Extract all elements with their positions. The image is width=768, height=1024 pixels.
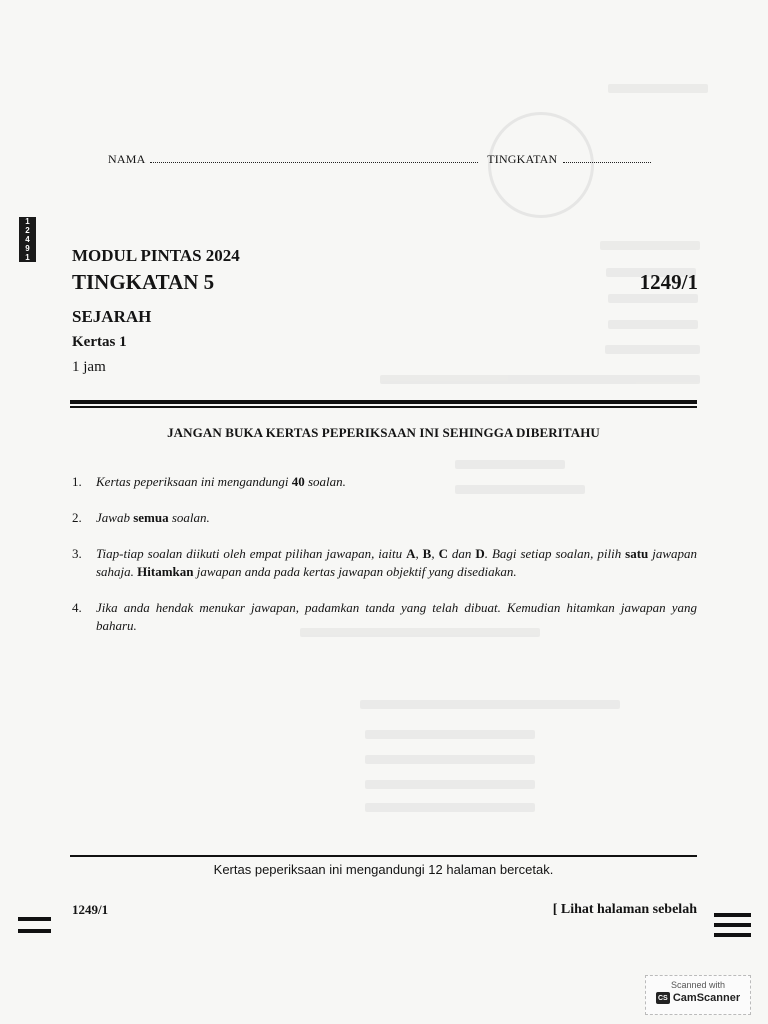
instruction-text: Kertas peperiksaan ini mengandungi 40 soalan. bbox=[96, 474, 346, 489]
instruction-item bbox=[72, 509, 697, 527]
registration-mark-right bbox=[714, 913, 751, 917]
nama-label: NAMA bbox=[108, 152, 145, 166]
nama-blank bbox=[150, 152, 478, 163]
instruction-number: 1. bbox=[72, 474, 82, 489]
camscanner-watermark bbox=[645, 975, 751, 1015]
exam-duration: 1 jam bbox=[72, 359, 106, 375]
paper-number: Kertas 1 bbox=[72, 334, 127, 350]
instruction-text: Jika anda hendak menukar jawapan, padamkan tanda yang telah dibuat. Kemudian hitamkan jawapan yang baharu. bbox=[96, 600, 697, 633]
divider-thin bbox=[70, 406, 697, 408]
side-tab-digit: 2 bbox=[25, 226, 30, 235]
registration-mark-left bbox=[18, 929, 51, 933]
tingkatan-blank bbox=[563, 152, 651, 163]
name-class-row bbox=[108, 152, 651, 167]
instruction-text: Jawab semua soalan. bbox=[96, 510, 210, 525]
side-tab-digit: 9 bbox=[25, 244, 30, 253]
footer-paper-code: 1249/1 bbox=[72, 902, 109, 917]
side-tab-digit: 4 bbox=[25, 235, 30, 244]
side-tab-digit: 1 bbox=[25, 253, 30, 262]
instruction-number: 2. bbox=[72, 510, 82, 525]
instruction-item bbox=[72, 599, 697, 635]
divider-bottom bbox=[70, 855, 697, 857]
paper-code: 1249/1 bbox=[639, 270, 698, 294]
tingkatan-label: TINGKATAN bbox=[487, 152, 558, 166]
instruction-item bbox=[72, 473, 697, 491]
page-count-note: Kertas peperiksaan ini mengandungi 12 halaman bercetak. bbox=[213, 862, 554, 877]
side-code-tab bbox=[19, 217, 36, 262]
module-title: MODUL PINTAS 2024 bbox=[72, 246, 240, 265]
instruction-number: 3. bbox=[72, 546, 82, 561]
watermark-brand: CamScanner bbox=[672, 992, 741, 1004]
watermark-caption: Scanned with bbox=[670, 980, 726, 990]
subject-title: SEJARAH bbox=[72, 307, 152, 326]
instruction-item bbox=[72, 545, 697, 581]
instruction-number: 4. bbox=[72, 600, 82, 615]
instruction-text: Tiap-tiap soalan diikuti oleh empat pilihan jawapan, iaitu A, B, C dan D. Bagi setiap soalan, pilih satu jawapan sahaja. Hitamkan jawapan anda pada kertas jawapan objektif yang disediakan. bbox=[96, 546, 698, 579]
camscanner-logo-icon: CS bbox=[656, 992, 670, 1004]
registration-mark-left bbox=[18, 917, 51, 921]
registration-mark-right bbox=[714, 923, 751, 927]
instructions-list bbox=[72, 473, 697, 653]
divider-thick bbox=[70, 400, 697, 404]
next-page-note: [ Lihat halaman sebelah bbox=[552, 902, 697, 917]
warning-heading: JANGAN BUKA KERTAS PEPERIKSAAN INI SEHINGGA DIBERITAHU bbox=[167, 425, 600, 440]
form-level: TINGKATAN 5 bbox=[72, 270, 215, 294]
side-tab-digit: 1 bbox=[25, 217, 30, 226]
registration-mark-right bbox=[714, 933, 751, 937]
